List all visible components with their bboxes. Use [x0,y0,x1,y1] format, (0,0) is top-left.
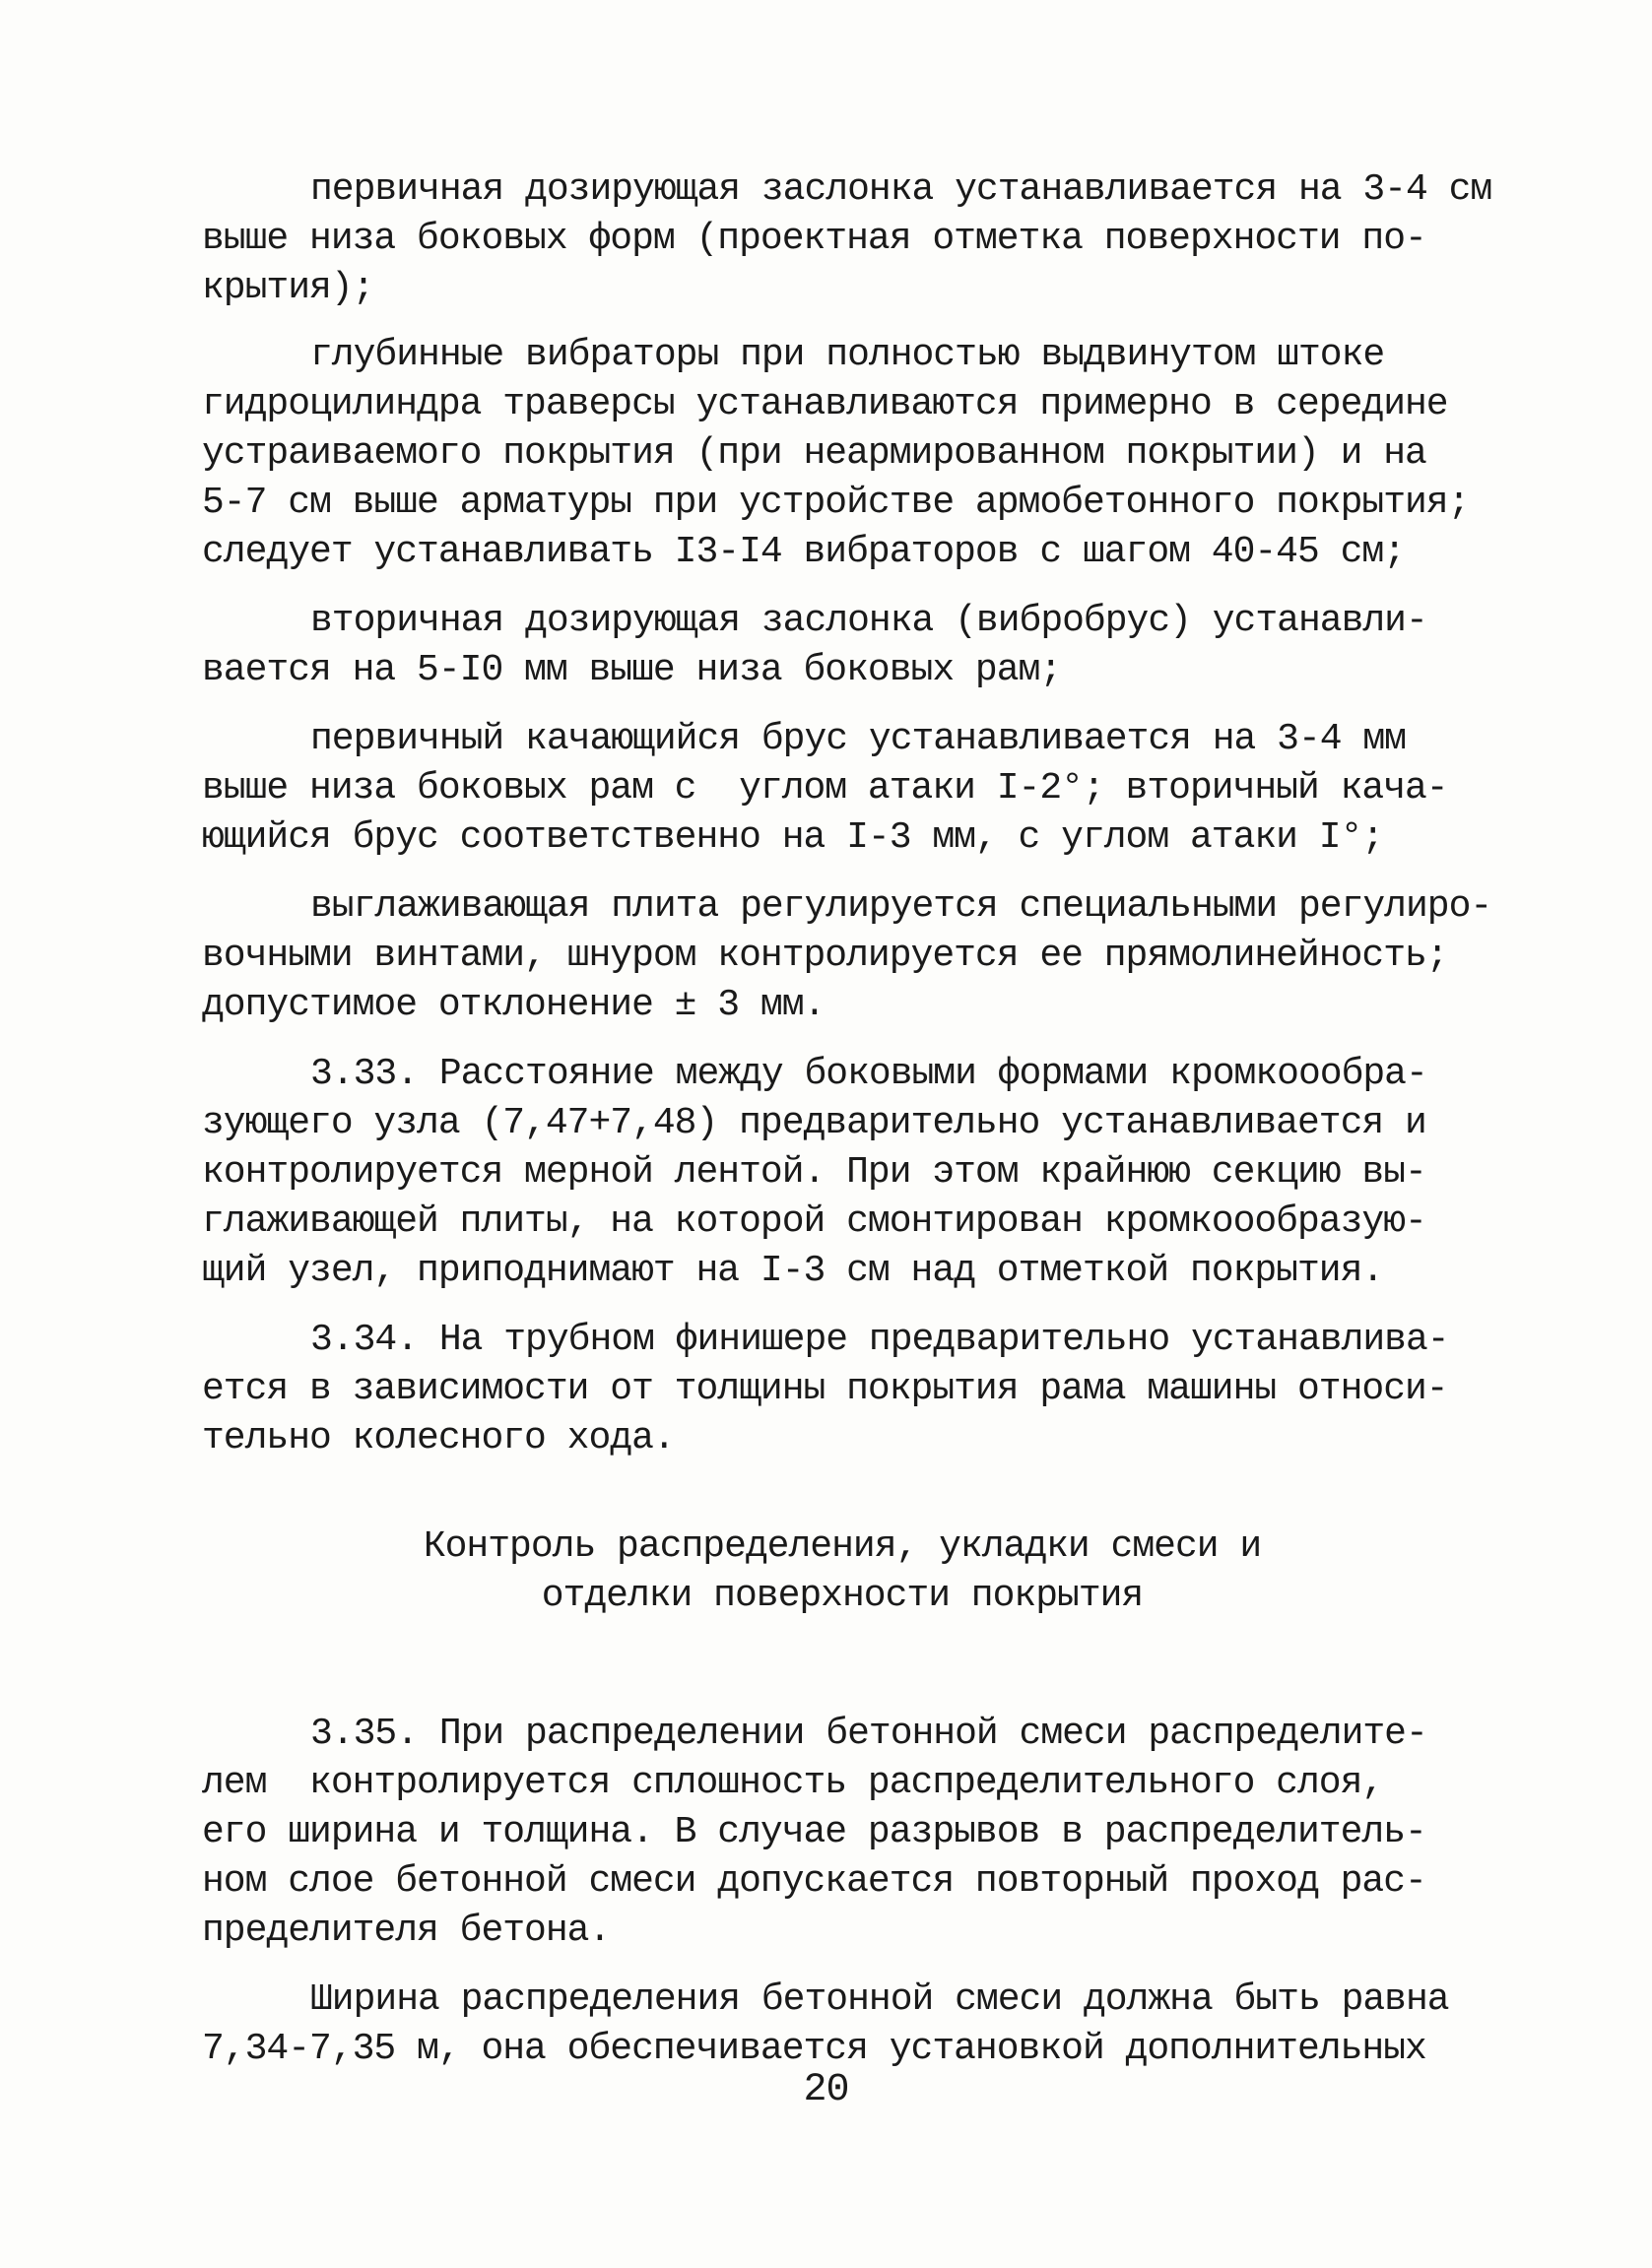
paragraph-3-33 [202,1050,1483,1296]
text-line: лем контролируется сплошность распределительного слоя, [202,1762,1384,1804]
text-line: первичный качающийся брус устанавливается на 3-4 мм [310,718,1406,760]
text-line: ется в зависимости от толщины покрытия рама машины относи- [202,1368,1448,1410]
text-line: зующего узла (7,47+7,48) предварительно устанавливается и [202,1102,1426,1144]
paragraph-swinging-beam [202,715,1483,863]
text-line: вочными винтами, шнуром контролируется ее прямолинейность; [202,935,1448,977]
page-number: 20 [803,2068,849,2112]
text-line: тельно колесного хода. [202,1417,675,1459]
paragraph-smoothing-plate [202,882,1492,1030]
section-heading [202,1523,1483,1621]
text-line: глубинные вибраторы при полностью выдвинутом штоке [310,334,1385,376]
text-line: вается на 5-I0 мм выше низа боковых рам; [202,649,1062,691]
text-line: первичная дозирующая заслонка устанавливается на 3-4 см [310,168,1492,211]
text-line: устраиваемого покрытия (при неармированном покрытии) и на [202,432,1426,475]
heading-line: Контроль распределения, укладки смеси и [423,1525,1262,1568]
heading-line: отделки поверхности покрытия [541,1575,1144,1617]
text-line: его ширина и толщина. В случае разрывов в распределитель- [202,1811,1426,1853]
text-line: вторичная дозирующая заслонка (вибробрус) устанавли- [310,600,1427,642]
text-line: выше низа боковых рам с углом атаки I-2°; вторичный кача- [202,767,1448,810]
text-line: гидроцилиндра траверсы устанавливаются примерно в середине [202,383,1448,425]
paragraph-primary-gate [202,165,1492,313]
paragraph-secondary-gate [202,597,1483,695]
text-line: Ширина распределения бетонной смеси должна быть равна [310,1978,1449,2021]
text-line: 3.34. На трубном финишере предварительно устанавлива- [310,1319,1449,1361]
text-line: контролируется мерной лентой. При этом крайнюю секцию вы- [202,1151,1426,1194]
paragraph-3-35 [202,1710,1483,1956]
text-line: глаживающей плиты, на которой смонтирован кромкоообразую- [202,1200,1426,1243]
text-line: допустимое отклонение ± 3 мм. [202,984,826,1026]
text-line: 7,34-7,35 м, она обеспечивается установкой дополнительных [202,2028,1426,2070]
paragraph-deep-vibrators [202,331,1483,577]
text-line: ном слое бетонной смеси допускается повторный проход рас- [202,1860,1426,1903]
text-line: 5-7 см выше арматуры при устройстве армобетонного покрытия; [202,482,1470,524]
text-line: выглаживающая плита регулируется специальными регулиро- [310,885,1492,928]
text-line: пределителя бетона. [202,1910,611,1952]
text-line: следует устанавливать I3-I4 вибраторов с шагом 40-45 см; [202,531,1406,573]
text-line: 3.33. Расстояние между боковыми формами кромкоообра- [310,1053,1427,1095]
text-line: 3.35. При распределении бетонной смеси распределите- [310,1713,1427,1755]
text-line: щий узел, приподнимают на I-3 см над отметкой покрытия. [202,1250,1384,1292]
paragraph-3-34 [202,1316,1483,1463]
paragraph-spread-width [202,1976,1483,2074]
text-line: выше низа боковых форм (проектная отметка поверхности по- [202,218,1426,260]
text-line: ющийся брус соответственно на I-3 мм, с углом атаки I°; [202,816,1384,859]
text-line: крытия); [202,267,374,309]
